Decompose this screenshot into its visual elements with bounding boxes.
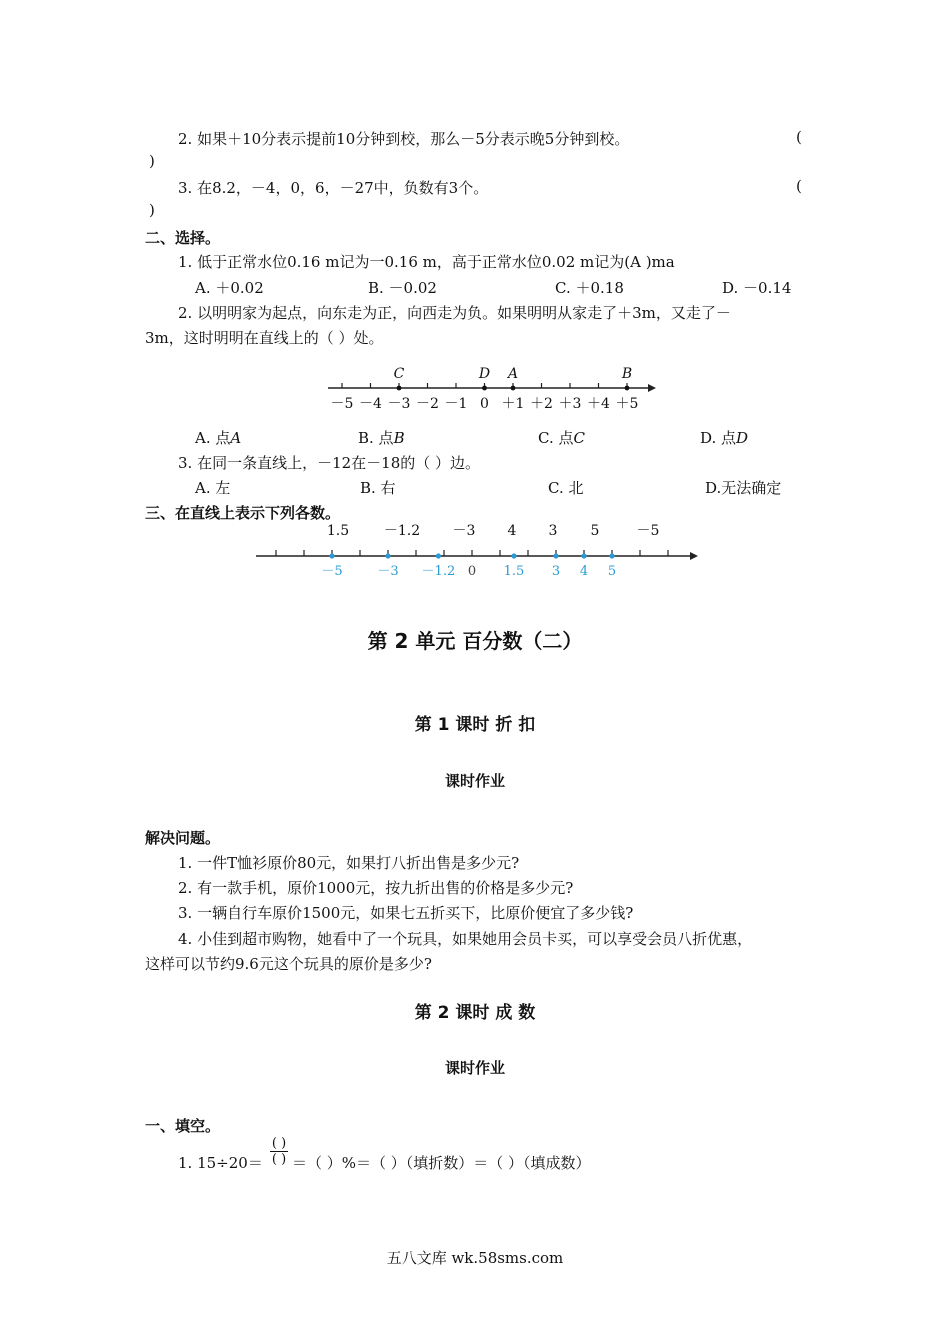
choice-question-3: 3. 在同一条直线上，－12在－18的（ ）边。: [178, 454, 481, 472]
lesson-title-1: 第 1 课时 折 扣: [414, 715, 536, 735]
problem-3: 3. 一辆自行车原价1500元，如果七五折买下，比原价便宜了多少钱?: [178, 904, 634, 922]
given-number: 4: [507, 523, 517, 539]
fraction-numerator: ( ): [271, 1136, 287, 1151]
answer-label: －3: [377, 564, 399, 579]
option: C. ＋0.18: [555, 279, 624, 297]
given-number: －5: [636, 523, 660, 539]
point-label: C: [393, 366, 405, 382]
judge-question-3: 3. 在8.2，－4，0，6，－27中，负数有3个。: [178, 179, 489, 197]
answer-point: [385, 553, 390, 558]
tick-label: ＋1: [501, 396, 525, 412]
point-marker: [397, 386, 402, 391]
option: A. ＋0.02: [195, 279, 264, 297]
answer-point: [553, 553, 558, 558]
answer-label: 3: [551, 564, 561, 579]
option: B. －0.02: [368, 279, 437, 297]
fraction-denominator: ( ): [271, 1152, 287, 1167]
judge-question-2: 2. 如果＋10分表示提前10分钟到校，那么－5分表示晚5分钟到校。: [178, 130, 630, 148]
fill-question-1-rest: ＝（ ）%＝（ ）（填折数）＝（ ）（填成数）: [292, 1154, 591, 1172]
problem-1: 1. 一件T恤衫原价80元，如果打八折出售是多少元?: [178, 854, 520, 872]
tick-label: －3: [387, 396, 411, 412]
tick-label: －1: [444, 396, 468, 412]
answer-label: 0: [467, 564, 477, 579]
answer-label: －5: [321, 564, 343, 579]
option: A. 点A: [195, 429, 242, 447]
choice-question-1: 1. 低于正常水位0.16 m记为一0.16 m，高于正常水位0.02 m记为(A )ma: [178, 253, 675, 271]
lesson-subtitle-1: 课时作业: [444, 772, 505, 790]
choice-question-2-line2: 3m，这时明明在直线上的（ ）处。: [145, 329, 384, 347]
answer-point: [581, 553, 586, 558]
point-label: A: [507, 366, 519, 382]
answer-point: [511, 553, 516, 558]
problem-2: 2. 有一款手机，原价1000元，按九折出售的价格是多少元?: [178, 879, 574, 897]
tick-label: ＋3: [558, 396, 582, 412]
problem-4-line2: 这样可以节约9.6元这个玩具的原价是多少?: [145, 955, 432, 973]
section-heading-numberline: 三、在直线上表示下列各数。: [145, 504, 341, 522]
option: A. 左: [195, 479, 231, 497]
unit-title: 第 2 单元 百分数（二）: [367, 629, 583, 653]
fraction: [270, 1136, 288, 1167]
section-heading-choice: 二、选择。: [145, 229, 221, 247]
tick-label: ＋4: [587, 396, 610, 412]
answer-label: 5: [607, 564, 617, 579]
point-label: B: [621, 366, 633, 382]
tick-label: ＋2: [530, 396, 553, 412]
choice-question-2-line1: 2. 以明明家为起点，向东走为正，向西走为负。如果明明从家走了＋3m，又走了－: [178, 304, 731, 322]
option: B. 右: [360, 479, 396, 497]
given-number: 5: [590, 523, 600, 539]
lesson-title-2: 第 2 课时 成 数: [414, 1003, 536, 1023]
answer-point: [436, 553, 441, 558]
answer-label: 4: [579, 564, 589, 579]
point-marker: [511, 386, 516, 391]
lesson-subtitle-2: 课时作业: [444, 1059, 505, 1077]
arrow-head: [648, 384, 656, 392]
problem-4-line1: 4. 小佳到超市购物，她看中了一个玩具，如果她用会员卡买，可以享受会员八折优惠，: [178, 930, 753, 948]
section-heading-solve: 解决问题。: [145, 829, 221, 847]
given-number: 3: [548, 523, 558, 539]
given-number: 1.5: [326, 523, 350, 539]
footer-watermark: 五八文库 wk.58sms.com: [386, 1249, 564, 1267]
tick-label: ＋5: [615, 396, 639, 412]
option: D. －0.14: [722, 279, 792, 297]
option: D.无法确定: [705, 479, 782, 497]
point-marker: [482, 386, 487, 391]
answer-paren-open: (: [796, 128, 802, 146]
answer-point: [329, 553, 334, 558]
tick-label: 0: [480, 396, 489, 412]
answer-label: 1.5: [503, 564, 525, 579]
number-line-figure-1: [320, 358, 660, 414]
given-number: －3: [452, 523, 476, 539]
arrow-head: [690, 552, 698, 560]
option: D. 点D: [700, 429, 749, 447]
answer-paren-close: ): [149, 201, 155, 219]
option: B. 点B: [358, 429, 405, 447]
number-line-figure-2: [250, 518, 705, 584]
given-number: －1.2: [383, 523, 421, 539]
point-marker: [625, 386, 630, 391]
option: C. 点C: [538, 429, 585, 447]
answer-paren-close: ): [149, 152, 155, 170]
fill-question-1-prefix: 1. 15÷20＝: [178, 1154, 263, 1172]
answer-paren-open: (: [796, 177, 802, 195]
tick-label: －2: [416, 396, 439, 412]
section-heading-fill: 一、填空。: [145, 1117, 221, 1135]
option: C. 北: [548, 479, 584, 497]
tick-label: －5: [330, 396, 354, 412]
answer-label: －1.2: [421, 564, 456, 579]
point-label: D: [478, 366, 491, 382]
answer-point: [609, 553, 614, 558]
tick-label: －4: [359, 396, 382, 412]
